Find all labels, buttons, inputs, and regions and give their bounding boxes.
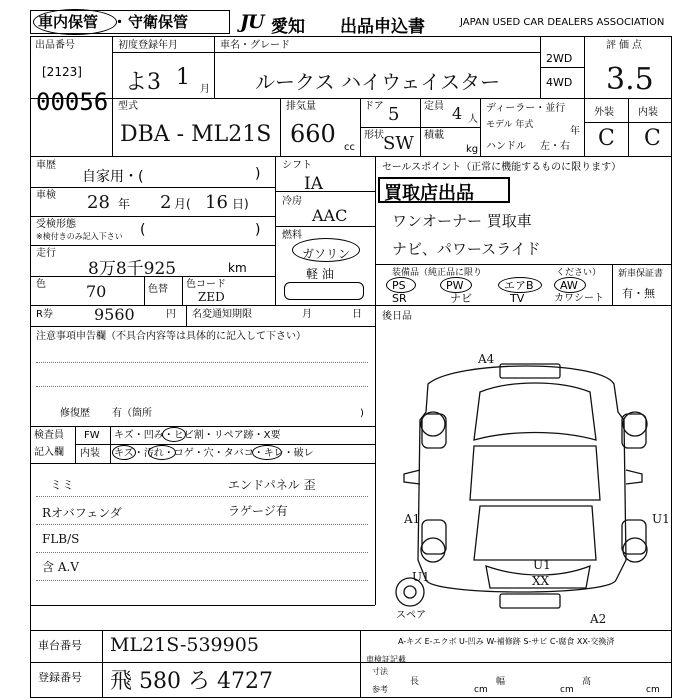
length-unit: cm — [474, 685, 488, 695]
drive-4wd[interactable]: 4WD — [546, 76, 573, 89]
check-row1-head: FW — [84, 430, 100, 441]
damage-mark-a1[interactable]: A1 — [404, 512, 421, 526]
interior-label: 内装 — [638, 107, 658, 118]
damage-mark-u1-right[interactable]: U1 — [652, 512, 670, 526]
notes-label: 注意事項申告欄（不具合内容等は具体的に記入して下さい） — [36, 331, 306, 342]
equipment-sunroof[interactable]: SR — [392, 292, 407, 305]
height-unit: cm — [646, 685, 660, 695]
equipment-airbag[interactable]: エアB — [504, 279, 534, 292]
capacity-unit: 人 — [468, 114, 478, 125]
doors-value[interactable]: 5 — [388, 104, 400, 125]
color-code-label: 色コード — [186, 279, 226, 290]
drive-2wd[interactable]: 2WD — [546, 52, 573, 65]
damage-mark-u1-left[interactable]: U1 — [412, 570, 430, 584]
check-row1-options[interactable]: キズ・凹み・ヒビ割・リペア跡・X要 — [114, 430, 281, 441]
equipment-navigation[interactable]: ナビ — [450, 292, 472, 305]
body-shape-label: 形状 — [364, 130, 384, 141]
inspection-month-unit: 月( — [174, 197, 191, 211]
mileage-label: 走行 — [36, 248, 56, 259]
equipment-tv[interactable]: TV — [510, 292, 525, 305]
score-value[interactable]: 3.5 — [606, 62, 654, 97]
doors-label: ドア — [364, 101, 384, 112]
mileage-unit: km — [228, 261, 247, 275]
ac-label: 冷房 — [282, 196, 302, 207]
inspector-note-3[interactable]: Rオバフェンダ — [42, 506, 122, 520]
lot-number-label: 出品番号 — [35, 40, 75, 51]
color-label: 色 — [36, 279, 46, 290]
sales-point-line2[interactable]: ナビ、パワースライド — [392, 240, 541, 258]
new-car-warranty-label: 新車保証書 — [618, 269, 664, 279]
first-registration-era[interactable]: よ3 — [125, 70, 161, 95]
inspector-note-2[interactable]: エンドパネル 歪 — [228, 478, 316, 492]
damage-mark-u1-center[interactable]: U1 — [533, 558, 551, 572]
plate-number-value[interactable]: 飛 580 ろ 4727 — [110, 669, 273, 694]
size-label: 寸法 — [372, 667, 388, 676]
inspector-note-1[interactable]: ミミ — [50, 478, 75, 492]
new-car-warranty-value[interactable]: 有・無 — [622, 287, 655, 300]
exterior-grade[interactable]: C — [598, 126, 615, 151]
sales-point-line1[interactable]: ワンオーナー 買取車 — [392, 212, 532, 230]
mileage-value[interactable]: 8万8千925 — [88, 259, 177, 279]
displacement-value[interactable]: 660 — [290, 120, 336, 148]
chassis-number-label: 車台番号 — [38, 639, 82, 652]
sales-point-label: セールスポイント（正常に機能するものに限ります） — [382, 162, 622, 173]
org-name-en: JAPAN USED CAR DEALERS ASSOCIATION — [460, 17, 665, 28]
repair-history-close: ) — [360, 408, 364, 419]
chassis-number-value[interactable]: ML21S-539905 — [110, 634, 259, 656]
capacity-label: 定員 — [424, 101, 444, 112]
width-unit: cm — [560, 685, 574, 695]
handle-value[interactable]: 左・右 — [540, 141, 570, 152]
equipment-power-window[interactable]: PW — [446, 279, 464, 292]
width-label: 幅 — [496, 677, 506, 687]
equipment-label: 装備品（純正品に限り — [392, 268, 483, 278]
equipment-leather-seat[interactable]: カワシート — [554, 293, 604, 304]
first-registration-label: 初度登録年月 — [118, 40, 178, 51]
history-close: ) — [255, 166, 261, 182]
reception-open: ( — [140, 222, 146, 238]
inspector-note-5[interactable]: FLB/S — [42, 532, 80, 546]
title-notice-day: 日 — [352, 309, 362, 320]
reference-label: 参考 — [372, 685, 388, 694]
damage-mark-xx[interactable]: XX — [532, 574, 550, 588]
title-notice-month: 月 — [302, 309, 312, 320]
capacity-value[interactable]: 4 — [452, 104, 463, 123]
displacement-label: 排気量 — [286, 101, 316, 112]
reception-label: 受検形態 — [36, 219, 76, 230]
car-name-value[interactable]: ルークス ハイウェイスター — [255, 70, 501, 94]
inspection-month[interactable]: 2 — [160, 192, 172, 213]
handle-label: ハンドル — [486, 141, 526, 152]
inspection-year-unit: 年 — [118, 197, 131, 211]
ju-logo: JU — [240, 11, 264, 33]
check-row2-head: 内装 — [80, 448, 100, 459]
equipment-power-steering[interactable]: PS — [392, 279, 406, 292]
shift-value[interactable]: IA — [304, 174, 323, 194]
car-name-label: 車名・グレード — [220, 40, 290, 51]
fuel-other-box[interactable] — [284, 282, 364, 300]
damage-mark-a4[interactable]: A4 — [478, 352, 495, 366]
inspector-label: 検査員 — [34, 430, 64, 441]
model-year-label: モデル 年式 — [486, 120, 534, 130]
inspector-note-4[interactable]: ラゲージ有 — [228, 504, 288, 518]
fuel-label: 燃料 — [282, 230, 302, 241]
damage-legend: A-キズ E-エクボ U-凹み W-補修跡 S-サビ C-腐食 XX-交換済 — [398, 637, 615, 646]
load-label: 積載 — [424, 130, 444, 141]
equipment-alloy-wheel[interactable]: AW — [560, 279, 578, 292]
plate-number-label: 登録番号 — [38, 671, 82, 684]
recycle-ticket-value[interactable]: 9560 — [94, 305, 135, 324]
paint-change-label: 色替 — [148, 284, 168, 295]
title-notice-label: 名変通知期限 — [192, 309, 252, 320]
inspection-day[interactable]: 16 — [205, 192, 228, 213]
height-label: 高 — [582, 677, 592, 687]
inspection-year[interactable]: 28 — [87, 192, 110, 213]
history-label: 車歴 — [36, 160, 56, 171]
repair-history-label: 修復歴 — [60, 408, 90, 419]
reception-note: ※検付きのみ記入下さい — [36, 232, 123, 241]
lot-bracket: [2123] — [42, 65, 82, 79]
body-shape-value[interactable]: SW — [383, 133, 414, 154]
length-label: 長 — [410, 677, 420, 687]
interior-grade[interactable]: C — [644, 126, 661, 151]
displacement-unit: cc — [344, 142, 355, 153]
model-code-label: 型式 — [118, 101, 138, 112]
first-registration-month-unit: 月 — [200, 84, 210, 95]
color-value[interactable]: 70 — [86, 282, 107, 301]
org-name: 愛知 — [271, 17, 305, 37]
storage-option-selected-circle — [33, 9, 117, 35]
form-title: 出品申込書 — [340, 17, 425, 37]
vehicle-cert-label: 車検証記載 — [366, 655, 406, 664]
inspector-label-2: 記入欄 — [34, 447, 64, 458]
model-code-value[interactable]: DBA - ML21S — [120, 122, 272, 147]
spare-tire-label: スペア — [396, 610, 426, 621]
inspection-day-unit: 日) — [232, 197, 249, 211]
model-year-unit: 年 — [570, 126, 580, 137]
inspector-note-6[interactable]: 含 A.V — [42, 560, 79, 574]
repair-history-value[interactable]: 有（箇所 — [112, 408, 152, 419]
load-unit: kg — [466, 144, 479, 155]
exterior-label: 外装 — [594, 107, 614, 118]
first-registration-month[interactable]: 1 — [176, 65, 190, 90]
check-row2-options[interactable]: キズ・汚れ・コゲ・穴・タバコ・キレ・破レ — [114, 448, 314, 459]
reception-close: ) — [255, 222, 261, 238]
ac-value[interactable]: AAC — [312, 206, 348, 225]
lot-number: 00056 — [36, 88, 109, 116]
sales-point-stamp-text: 買取店出品 — [384, 183, 474, 204]
inspection-label: 車検 — [36, 190, 56, 201]
fuel-diesel[interactable]: 軽 油 — [306, 267, 334, 281]
fuel-selected-circle — [292, 238, 360, 262]
storage-option-indoor[interactable]: 車内保管 — [38, 13, 99, 31]
recycle-ticket-unit: 円 — [166, 309, 176, 320]
color-code-value[interactable]: ZED — [198, 290, 225, 304]
rear-items-label: 後日品 — [382, 311, 412, 322]
shift-label: シフト — [282, 160, 312, 171]
recycle-ticket-label: R券 — [36, 309, 53, 320]
storage-separator: ・ — [112, 13, 128, 31]
history-value[interactable]: 自家用・( — [82, 169, 144, 185]
damage-mark-a2[interactable]: A2 — [590, 612, 607, 626]
equipment-label-end: ください） — [556, 268, 602, 278]
score-label: 評価点 — [606, 40, 645, 51]
fuel-value[interactable]: ガソリン — [302, 247, 351, 261]
storage-option-guard[interactable]: 守衛保管 — [128, 13, 189, 31]
dealer-parallel-label[interactable]: ディーラー・並行 — [486, 103, 566, 114]
